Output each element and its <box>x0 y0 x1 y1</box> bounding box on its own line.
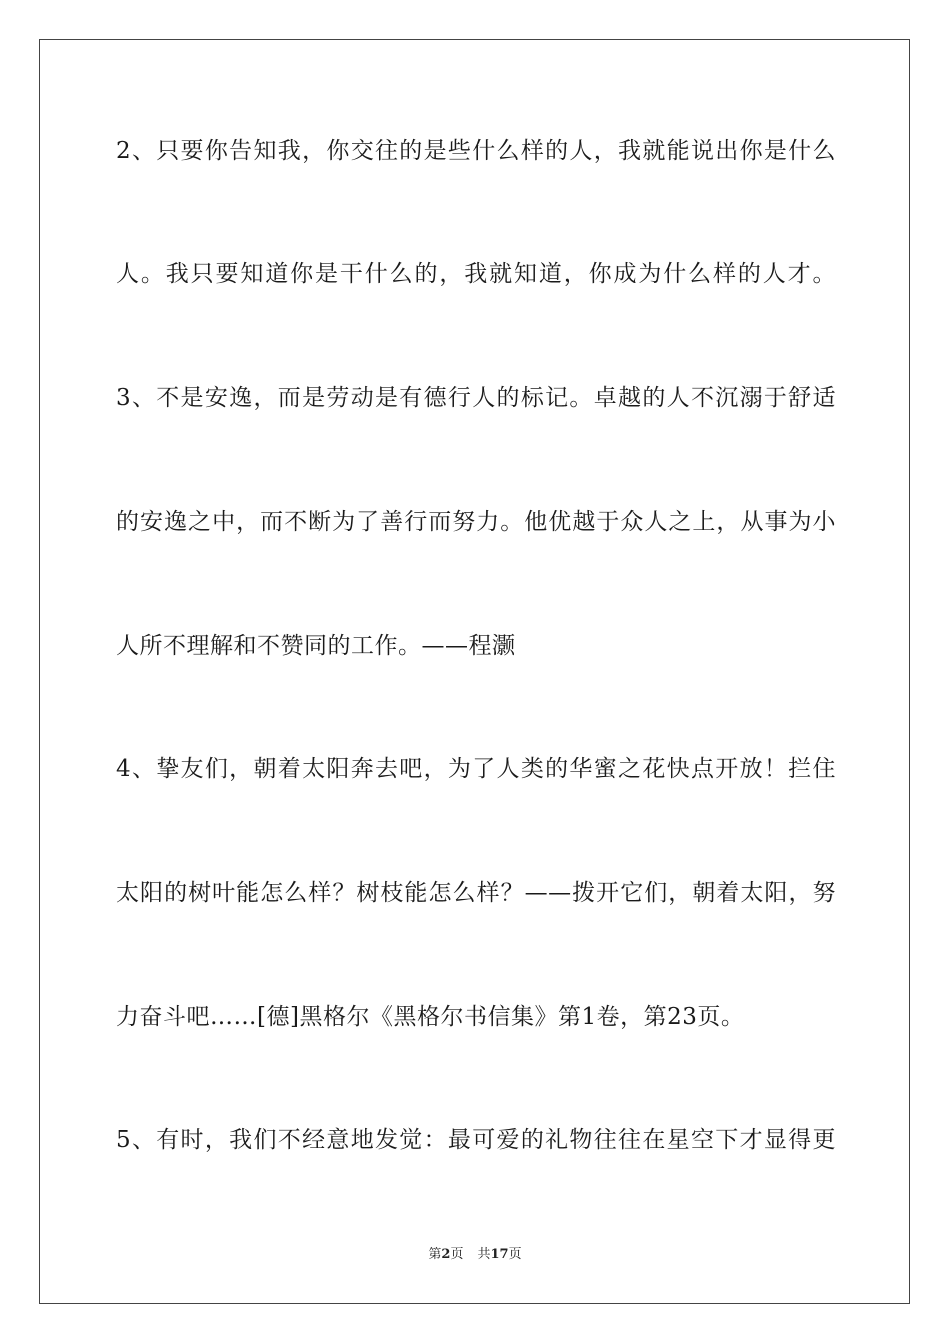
text-line: 的安逸之中，而不断为了善行而努力。他优越于众人之上，从事为小 <box>116 509 836 535</box>
text-line: 太阳的树叶能怎么样？树枝能怎么样？——拨开它们，朝着太阳，努 <box>116 880 836 906</box>
current-page-number: 2 <box>441 1247 451 1262</box>
total-suffix: 页 <box>508 1247 522 1262</box>
page-footer <box>0 1246 950 1264</box>
text-line: 3、不是安逸，而是劳动是有德行人的标记。卓越的人不沉溺于舒适 <box>116 385 836 411</box>
text-line: 人。我只要知道你是干什么的，我就知道，你成为什么样的人才。 <box>116 261 836 287</box>
page-suffix: 页 <box>450 1247 464 1262</box>
total-page-count: 17 <box>490 1247 509 1262</box>
text-line: 力奋斗吧……[德]黑格尔《黑格尔书信集》第1卷，第23页。 <box>116 1004 745 1030</box>
text-line: 人所不理解和不赞同的工作。——程灏 <box>116 633 516 659</box>
text-line: 5、有时，我们不经意地发觉：最可爱的礼物往往在星空下才显得更 <box>116 1127 836 1153</box>
total-prefix: 共 <box>477 1247 491 1262</box>
page-frame <box>39 39 910 1304</box>
page-prefix: 第 <box>428 1247 442 1262</box>
text-line: 2、只要你告知我，你交往的是些什么样的人，我就能说出你是什么 <box>116 138 836 164</box>
text-line: 4、挚友们，朝着太阳奔去吧，为了人类的华蜜之花快点开放！拦住 <box>116 756 836 782</box>
